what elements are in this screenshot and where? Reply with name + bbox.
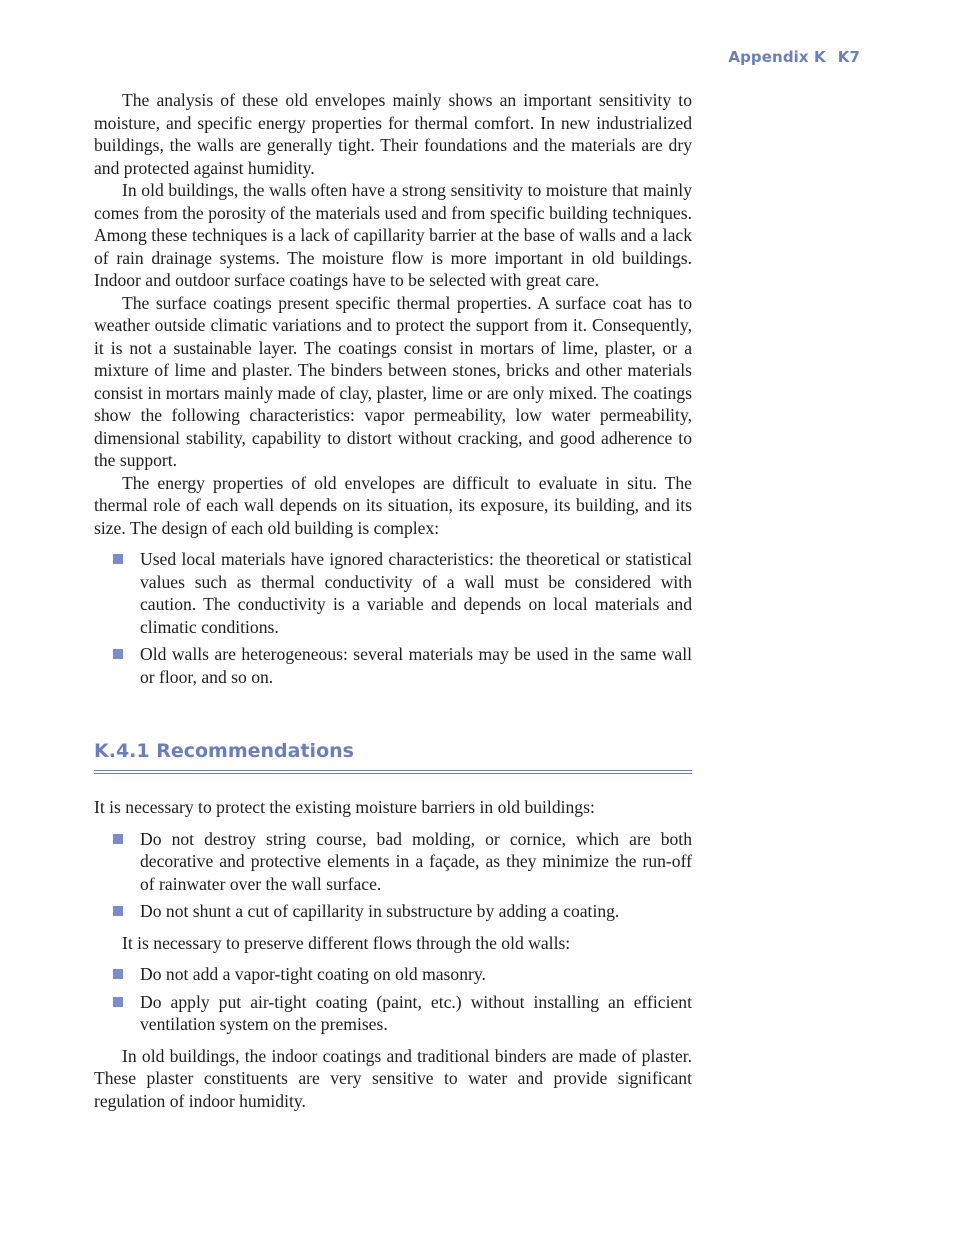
section-heading: K.4.1 Recommendations [94, 740, 354, 762]
running-header [728, 48, 860, 66]
bullet-list [94, 963, 692, 1036]
paragraph: It is necessary to preserve different flows through the old walls: [122, 932, 571, 953]
bullet-list [94, 828, 692, 923]
header-section-label: Appendix K [728, 48, 826, 66]
paragraph: In old buildings, the indoor coatings and traditional binders are made of plaster. These plaster constituents are very sensitive to water and provide significant regulation of indoor humidity. [94, 1045, 692, 1111]
paragraph: The surface coatings present specific thermal properties. A surface coat has to weather outside climatic variations and to protect the support from it. Consequently, it is not a sustainable layer. The coatings consist in mortars of lime, plaster, or a mixture of lime and plaster. The binders between stones, bricks and other materials consist in mortars mainly made of clay, plaster, lime or are only mixed. The coatings show the following characteristics: vapor permeability, low water permeability, dimensional stability, capability to distort without cracking, and good adherence to the support. [94, 292, 692, 470]
paragraph: In old buildings, the walls often have a strong sensitivity to moisture that mainly comes from the porosity of the materials used and from specific building techniques. Among these techniques is a lack of capillarity barrier at the base of walls and a lack of rain drainage systems. The moisture flow is more important in old buildings. Indoor and outdoor surface coatings have to be selected with great care. [94, 180, 692, 290]
paragraph: It is necessary to protect the existing moisture barriers in old buildings: [94, 797, 595, 817]
page-number: K7 [837, 48, 860, 66]
page-body [94, 89, 692, 1112]
list-item: Old walls are heterogeneous: several materials may be used in the same wall or floor, and so on. [140, 644, 692, 687]
list-item: Do not add a vapor-tight coating on old masonry. [140, 963, 692, 986]
list-item: Used local materials have ignored characteristics: the theoretical or statistical values such as thermal conductivity of a wall must be considered with caution. The conductivity is a variable and depends on local materials and climatic conditions. [140, 549, 692, 637]
bullet-list [94, 548, 692, 688]
list-item: Do apply put air-tight coating (paint, etc.) without installing an efficient ventilation system on the premises. [140, 991, 692, 1034]
paragraph: The energy properties of old envelopes are difficult to evaluate in situ. The thermal role of each wall depends on its situation, its exposure, its building, and its size. The design of each old building is complex: [94, 472, 692, 538]
heading-rule [94, 770, 692, 774]
list-item: Do not destroy string course, bad molding, or cornice, which are both decorative and protective elements in a façade, as they minimize the run-off of rainwater over the wall surface. [140, 828, 692, 894]
paragraph: The analysis of these old envelopes mainly shows an important sensitivity to moisture, and specific energy properties for thermal comfort. In new industrialized buildings, the walls are generally tight. Their foundations and the materials are dry and protected against humidity. [94, 90, 692, 178]
list-item: Do not shunt a cut of capillarity in substructure by adding a coating. [140, 900, 692, 923]
